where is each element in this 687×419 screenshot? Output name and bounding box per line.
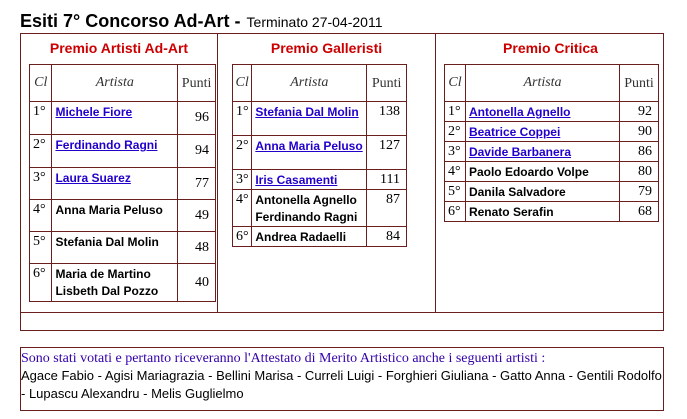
col-points-header: Punti (367, 65, 407, 102)
points: 90 (620, 122, 659, 142)
points: 111 (367, 170, 407, 190)
points: 77 (178, 168, 216, 200)
artist-link[interactable]: Laura Suarez (55, 171, 131, 185)
rank: 3° (233, 170, 252, 190)
points: 49 (178, 200, 216, 232)
col-pos-header: Cl (445, 65, 466, 102)
artist-name[interactable] (52, 168, 178, 200)
rank: 4° (445, 162, 466, 182)
artist-name[interactable] (465, 142, 619, 162)
artist-link[interactable]: Beatrice Coppei (468, 125, 561, 139)
artist-link[interactable]: Michele Fiore (55, 105, 133, 119)
table-row (30, 168, 216, 200)
table-critica (444, 64, 659, 222)
table-row (30, 102, 216, 135)
points: 48 (178, 232, 216, 264)
rank: 4° (30, 200, 52, 232)
section-title-galleristi: Premio Galleristi (270, 40, 383, 56)
artist-name[interactable] (465, 122, 619, 142)
points: 94 (178, 135, 216, 168)
table-row (30, 200, 216, 232)
col-points-header: Punti (178, 65, 216, 102)
section-title-critica: Premio Critica (503, 40, 598, 56)
rank: 2° (233, 136, 252, 170)
table-row (30, 135, 216, 168)
title-date: Terminato 27-04-2011 (246, 14, 383, 30)
artist-name[interactable] (252, 170, 367, 190)
merit-artists: Agace Fabio - Agisi Mariagrazia - Bellini Marisa - Curreli Luigi - Forghieri Giuliana - Gatto Anna - Gentili Rodolfo - Lupascu Alexandru - Melis Guglielmo (21, 368, 662, 401)
points: 127 (367, 136, 407, 170)
rank: 5° (30, 232, 52, 264)
table-row (445, 202, 659, 222)
col-pos-header: Cl (30, 65, 52, 102)
page-title (20, 11, 382, 32)
rank: 6° (445, 202, 466, 222)
table-row (445, 162, 659, 182)
table-row (30, 232, 216, 264)
artist-link[interactable]: Anna Maria Peluso (255, 139, 363, 153)
points: 87 (367, 190, 407, 227)
table-row (445, 122, 659, 142)
table-row (30, 264, 216, 302)
points: 84 (367, 227, 407, 247)
artist-name: Antonella Agnello Ferdinando Ragni (252, 190, 367, 227)
artist-name[interactable] (252, 102, 367, 136)
table-row (233, 170, 407, 190)
artist-link[interactable]: Stefania Dal Molin (255, 105, 359, 119)
frame-divider (21, 312, 663, 313)
points: 79 (620, 182, 659, 202)
artist-name[interactable] (52, 135, 178, 168)
table-row (445, 142, 659, 162)
col-artist-header: Artista (252, 65, 367, 102)
rank: 6° (233, 227, 252, 247)
table-row (445, 102, 659, 122)
points: 80 (620, 162, 659, 182)
column-divider (435, 34, 436, 312)
merit-intro: Sono stati votati e pertanto riceveranno l'Attestato di Merito Artistico anche i seguenti artisti : (21, 351, 546, 366)
artist-name: Renato Serafin (465, 202, 619, 222)
artist-name: Paolo Edoardo Volpe (465, 162, 619, 182)
table-row (233, 102, 407, 136)
artist-link[interactable]: Davide Barbanera (468, 145, 571, 159)
points: 96 (178, 102, 216, 135)
artist-name: Maria de Martino Lisbeth Dal Pozzo (52, 264, 178, 302)
col-pos-header: Cl (233, 65, 252, 102)
column-divider (217, 34, 218, 312)
section-title-artisti: Premio Artisti Ad-Art (49, 40, 189, 56)
artist-link[interactable]: Antonella Agnello (468, 105, 571, 119)
table-artisti (29, 64, 216, 302)
table-row (233, 227, 407, 247)
rank: 1° (233, 102, 252, 136)
rank: 1° (30, 102, 52, 135)
rank: 3° (30, 168, 52, 200)
rank: 6° (30, 264, 52, 302)
rank: 1° (445, 102, 466, 122)
rank: 4° (233, 190, 252, 227)
results-frame (20, 33, 664, 331)
rank: 2° (30, 135, 52, 168)
artist-link[interactable]: Iris Casamenti (255, 173, 338, 187)
artist-name: Stefania Dal Molin (52, 232, 178, 264)
rank: 3° (445, 142, 466, 162)
merit-note (20, 347, 664, 411)
artist-name: Anna Maria Peluso (52, 200, 178, 232)
col-artist-header: Artista (52, 65, 178, 102)
table-row (445, 182, 659, 202)
artist-name[interactable] (252, 136, 367, 170)
artist-link[interactable]: Ferdinando Ragni (55, 138, 158, 152)
artist-name: Andrea Radaelli (252, 227, 367, 247)
artist-name: Danila Salvadore (465, 182, 619, 202)
artist-name[interactable] (52, 102, 178, 135)
points: 68 (620, 202, 659, 222)
col-artist-header: Artista (465, 65, 619, 102)
points: 138 (367, 102, 407, 136)
col-points-header: Punti (620, 65, 659, 102)
artist-name[interactable] (465, 102, 619, 122)
table-row (233, 190, 407, 227)
points: 40 (178, 264, 216, 302)
rank: 2° (445, 122, 466, 142)
table-row (233, 136, 407, 170)
points: 86 (620, 142, 659, 162)
rank: 5° (445, 182, 466, 202)
table-galleristi (232, 64, 407, 247)
points: 92 (620, 102, 659, 122)
title-main: Esiti 7° Concorso Ad-Art - (20, 11, 241, 31)
